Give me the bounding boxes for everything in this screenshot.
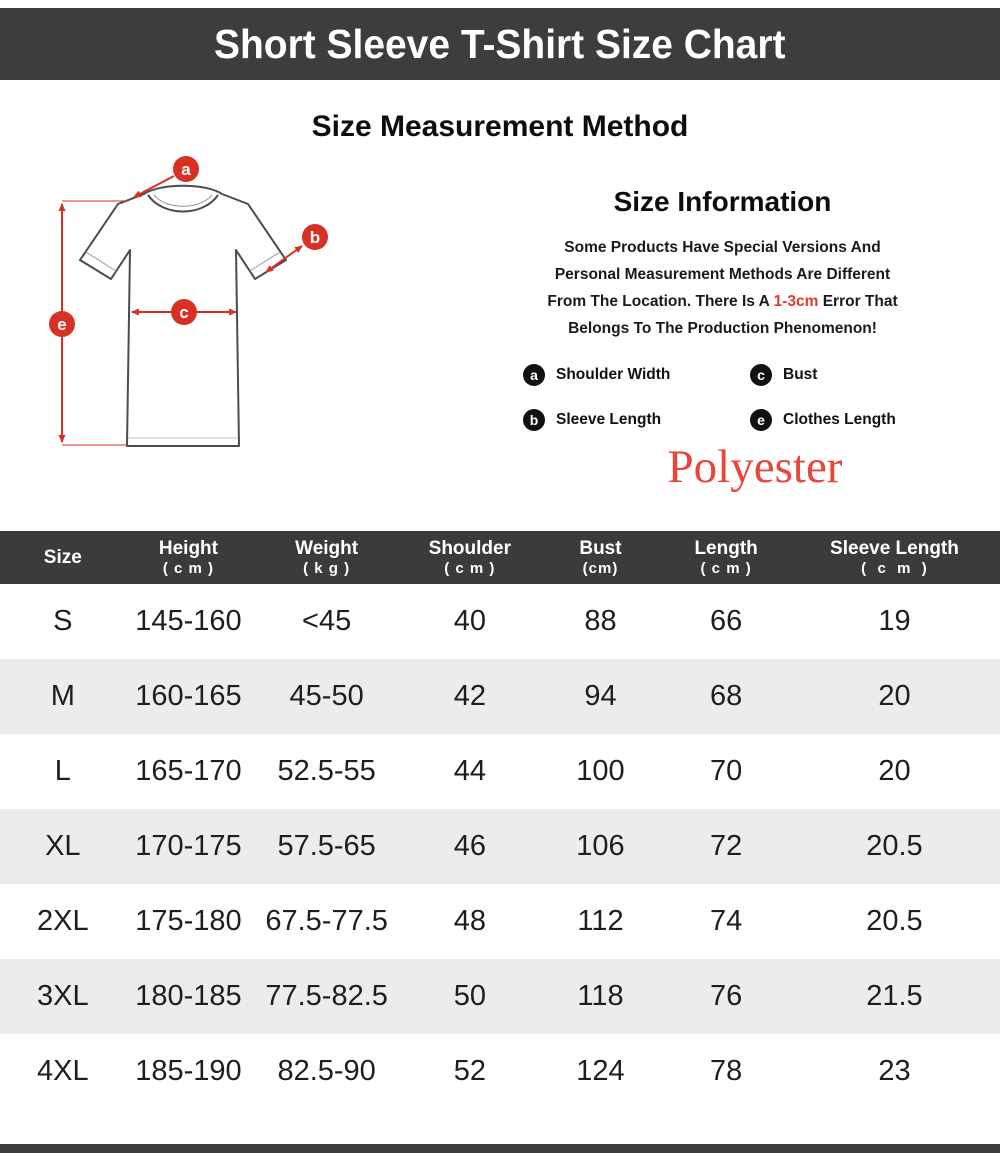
size-cell: 4XL (0, 1034, 126, 1109)
page-title: Short Sleeve T-Shirt Size Chart (214, 20, 786, 67)
column-header: Weight ( k g ) (251, 531, 402, 584)
column-header: Length ( c m ) (663, 531, 789, 584)
value-cell: 185-190 (126, 1034, 252, 1109)
value-cell: 175-180 (126, 884, 252, 959)
table-row (0, 1034, 1000, 1109)
error-range-highlight: 1-3cm (773, 293, 819, 310)
value-cell: 82.5-90 (251, 1034, 402, 1109)
size-cell: M (0, 659, 126, 734)
table-header-row (0, 531, 1000, 584)
value-cell: 170-175 (126, 809, 252, 884)
measure-badge-e (49, 311, 75, 337)
badge-letter-a: a (181, 160, 191, 179)
value-cell: 52.5-55 (251, 734, 402, 809)
measure-badge-a (173, 156, 199, 182)
legend-label: Clothes Length (783, 411, 896, 428)
value-cell: 45-50 (251, 659, 402, 734)
size-information-text (495, 234, 950, 342)
badge-letter-e: e (57, 315, 67, 334)
table-row (0, 959, 1000, 1034)
size-cell: XL (0, 809, 126, 884)
size-cell: 2XL (0, 884, 126, 959)
banner (0, 8, 1000, 80)
table-row (0, 884, 1000, 959)
info-line-1: Some Products Have Special Versions And (564, 239, 881, 256)
value-cell: 68 (663, 659, 789, 734)
material-label: Polyester (667, 441, 843, 493)
legend-item (523, 364, 750, 386)
value-cell: 100 (538, 734, 664, 809)
value-cell: 20.5 (789, 809, 1000, 884)
value-cell: 20 (789, 734, 1000, 809)
value-cell: 46 (402, 809, 538, 884)
tshirt-measurement-diagram (28, 148, 343, 483)
value-cell: 66 (663, 584, 789, 659)
value-cell: 57.5-65 (251, 809, 402, 884)
value-cell: 44 (402, 734, 538, 809)
value-cell: 42 (402, 659, 538, 734)
value-cell: 118 (538, 959, 664, 1034)
info-line-3: From The Location. There Is A 1-3cm Error That (547, 293, 898, 310)
legend-item (523, 409, 750, 431)
size-cell: L (0, 734, 126, 809)
legend-grid (495, 364, 950, 431)
value-cell: 74 (663, 884, 789, 959)
value-cell: 67.5-77.5 (251, 884, 402, 959)
legend-letter-badge: b (523, 409, 545, 431)
size-cell: 3XL (0, 959, 126, 1034)
value-cell: 124 (538, 1034, 664, 1109)
legend-letter-badge: c (750, 364, 772, 386)
table-row (0, 809, 1000, 884)
value-cell: 23 (789, 1034, 1000, 1109)
table-row (0, 584, 1000, 659)
legend-letter-badge: e (750, 409, 772, 431)
value-cell: 20 (789, 659, 1000, 734)
value-cell: 52 (402, 1034, 538, 1109)
value-cell: 180-185 (126, 959, 252, 1034)
legend-letter-badge: a (523, 364, 545, 386)
size-table (0, 531, 1000, 1109)
column-header: Size (0, 531, 126, 584)
size-information-panel (495, 186, 950, 431)
legend-label: Bust (783, 366, 818, 383)
value-cell: 160-165 (126, 659, 252, 734)
value-cell: 94 (538, 659, 664, 734)
info-line-4: Belongs To The Production Phenomenon! (568, 320, 877, 337)
measure-badge-b (302, 224, 328, 250)
column-header: Bust (cm) (538, 531, 664, 584)
value-cell: 78 (663, 1034, 789, 1109)
value-cell: 112 (538, 884, 664, 959)
measurement-method-heading: Size Measurement Method (311, 110, 689, 143)
value-cell: 50 (402, 959, 538, 1034)
value-cell: 19 (789, 584, 1000, 659)
value-cell: 20.5 (789, 884, 1000, 959)
value-cell: 40 (402, 584, 538, 659)
value-cell: <45 (251, 584, 402, 659)
size-cell: S (0, 584, 126, 659)
legend-label: Sleeve Length (556, 411, 662, 428)
value-cell: 48 (402, 884, 538, 959)
size-table-body (0, 584, 1000, 1109)
measure-badge-c (171, 299, 197, 325)
legend-item (750, 409, 950, 431)
value-cell: 165-170 (126, 734, 252, 809)
table-row (0, 659, 1000, 734)
bottom-bar (0, 1144, 1000, 1153)
size-information-heading: Size Information (613, 186, 832, 217)
value-cell: 72 (663, 809, 789, 884)
column-header: Height ( c m ) (126, 531, 252, 584)
column-header: Shoulder ( c m ) (402, 531, 538, 584)
badge-letter-c: c (179, 303, 189, 322)
value-cell: 76 (663, 959, 789, 1034)
column-header: Sleeve Length ( c m ) (789, 531, 1000, 584)
table-row (0, 734, 1000, 809)
info-line-2: Personal Measurement Methods Are Different (554, 266, 891, 283)
value-cell: 88 (538, 584, 664, 659)
badge-letter-b: b (309, 228, 321, 247)
value-cell: 145-160 (126, 584, 252, 659)
value-cell: 21.5 (789, 959, 1000, 1034)
legend-label: Shoulder Width (556, 366, 671, 383)
value-cell: 106 (538, 809, 664, 884)
value-cell: 77.5-82.5 (251, 959, 402, 1034)
value-cell: 70 (663, 734, 789, 809)
legend-item (750, 364, 950, 386)
